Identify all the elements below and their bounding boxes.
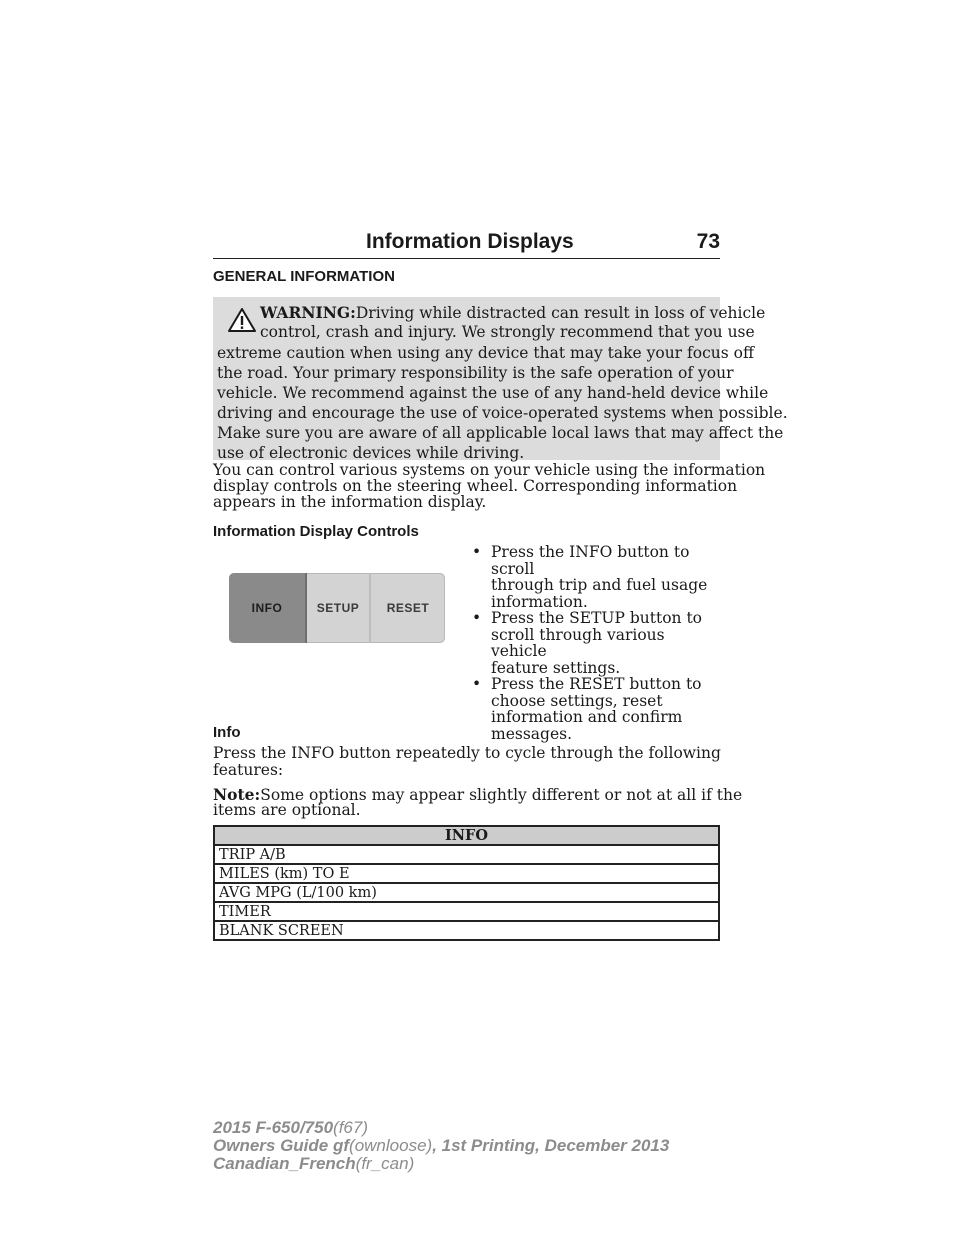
intro-line: display controls on the steering wheel. Corresponding information [213, 477, 738, 495]
table-header: INFO [214, 826, 719, 845]
page-number: 73 [696, 230, 720, 253]
info-features-table [213, 825, 720, 941]
note-line: items are optional. [213, 801, 361, 819]
footer-line: 2015 F-650/750(f67) [213, 1118, 369, 1137]
table-row [214, 883, 719, 902]
warning-line: WARNING:Driving while distracted can result in loss of vehicle [260, 303, 766, 322]
warning-line: control, crash and injury. We strongly recommend that you use [260, 323, 755, 341]
table-cell: MILES (km) TO E [214, 864, 719, 883]
bullet-item: • Press the INFO button to scroll through trip and fuel usage information. [472, 543, 708, 611]
controls-bullet-list [472, 544, 722, 742]
table-cell: BLANK SCREEN [214, 921, 719, 940]
info-button-illustration: INFO [229, 573, 307, 643]
chapter-title: Information Displays [366, 230, 574, 253]
bullet-item: • Press the SETUP button to scroll through various vehicle feature settings. [472, 609, 703, 677]
warning-line: Make sure you are aware of all applicable local laws that may affect the [217, 424, 784, 442]
warning-label: WARNING: [260, 303, 356, 322]
table-cell: TIMER [214, 902, 719, 921]
bullet-item: • Press the RESET button to choose settings, reset information and confirm messages. [472, 675, 702, 743]
page-header [213, 228, 720, 259]
note-line: Note:Some options may appear slightly different or not at all if the [213, 785, 743, 804]
table-row [214, 845, 719, 864]
section-heading: GENERAL INFORMATION [213, 268, 395, 285]
warning-line: driving and encourage the use of voice-operated systems when possible. [217, 404, 788, 422]
table-cell: AVG MPG (L/100 km) [214, 883, 719, 902]
warning-box [213, 297, 788, 462]
info-line: Press the INFO button repeatedly to cycle through the following [213, 744, 721, 762]
table-cell: TRIP A/B [214, 845, 719, 864]
intro-line: appears in the information display. [213, 493, 487, 511]
note-label: Note: [213, 785, 261, 804]
bullet-icon: • [472, 675, 482, 693]
reset-button-illustration: RESET [386, 601, 430, 615]
table-header-row [214, 826, 719, 845]
bullet-icon: • [472, 609, 482, 627]
table-row [214, 864, 719, 883]
warning-triangle-icon [228, 307, 256, 333]
bullet-icon: • [472, 543, 482, 561]
print-footer [213, 1119, 669, 1173]
warning-line: vehicle. We recommend against the use of any hand-held device while [217, 384, 769, 402]
footer-line: Owners Guide gf(ownloose), 1st Printing, December 2013 [213, 1136, 670, 1155]
intro-line: You can control various systems on your vehicle using the information [213, 461, 766, 479]
warning-line: use of electronic devices while driving. [217, 444, 525, 462]
warning-line: extreme caution when using any device that may take your focus off [217, 344, 754, 362]
info-line: features: [213, 761, 284, 779]
warning-line: the road. Your primary responsibility is the safe operation of your [217, 364, 734, 382]
info-heading: Info [213, 724, 241, 741]
footer-line: Canadian_French(fr_can) [213, 1154, 415, 1173]
setup-button-illustration: SETUP [307, 573, 371, 643]
table-row [214, 921, 719, 940]
controls-heading: Information Display Controls [213, 523, 419, 540]
table-row [214, 902, 719, 921]
steering-wheel-controls-illustration [229, 573, 445, 643]
